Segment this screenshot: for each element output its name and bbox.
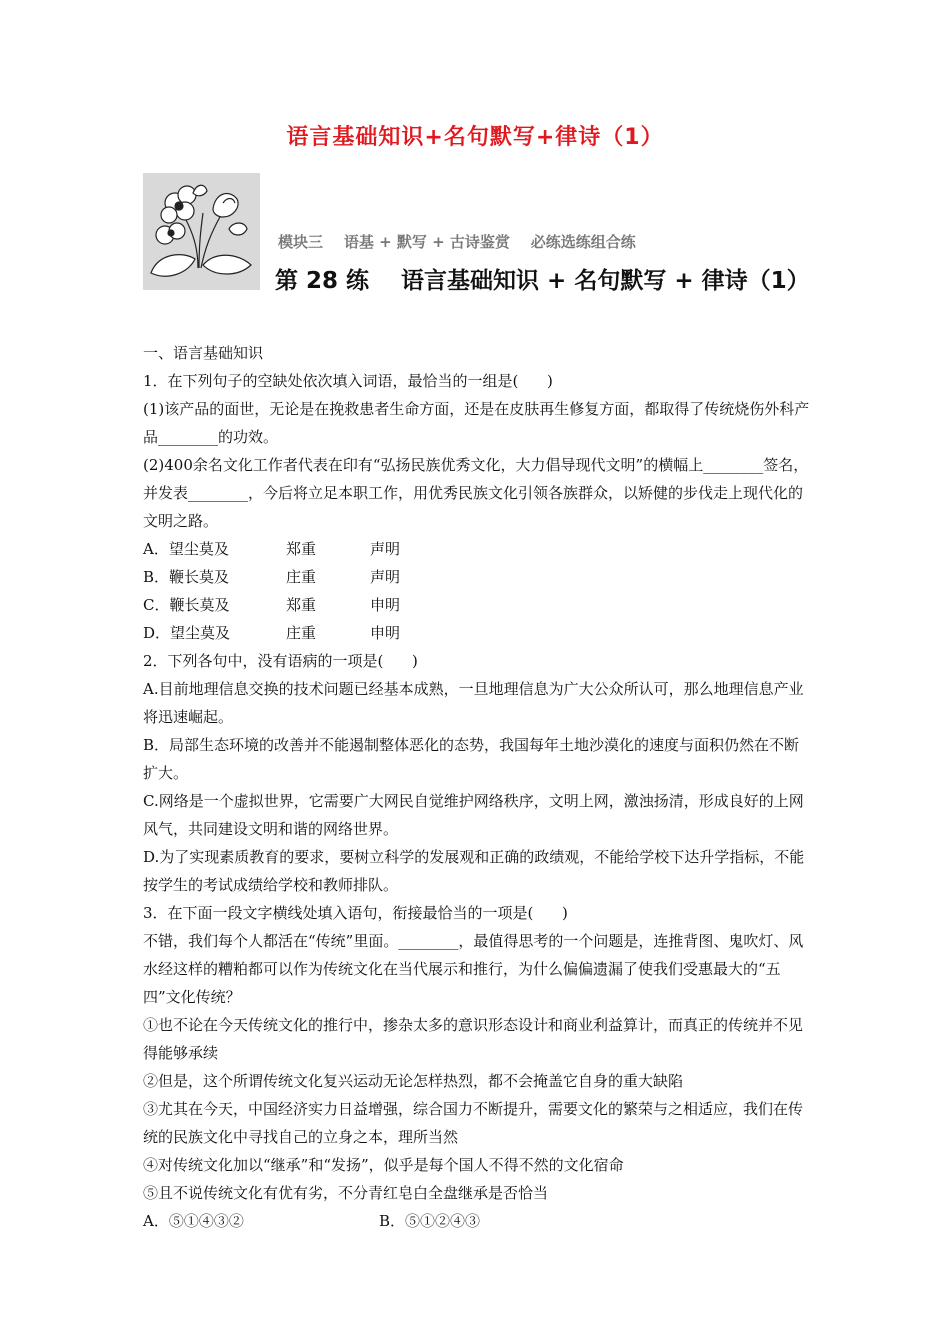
- module-subtitle: 模块三 语基 + 默写 + 古诗鉴赏 必练选练组合练: [278, 233, 636, 251]
- question-1-stem: 1．在下列句子的空缺处依次填入词语，最恰当的一组是( ): [143, 372, 553, 390]
- flower-icon: [143, 173, 260, 290]
- q1-option-a: A．望尘莫及 郑重 声明: [143, 540, 401, 558]
- lesson-title: 第 28 练 语言基础知识 + 名句默写 + 律诗（1）: [275, 268, 810, 294]
- q2-option-a: A.目前地理信息交换的技术问题已经基本成熟，一旦地理信息为广大公众所认可，那么地理信息产业将迅速崛起。: [143, 680, 804, 726]
- q3-item-2: ②但是，这个所谓传统文化复兴运动无论怎样热烈，都不会掩盖它自身的重大缺陷: [143, 1072, 684, 1090]
- q3-item-5: ⑤且不说传统文化有优有劣，不分青红皂白全盘继承是否恰当: [143, 1184, 549, 1202]
- question-1-sentence-2: (2)400余名文化工作者代表在印有“弘扬民族优秀文化，大力倡导现代文明”的横幅上________签名，并发表________，今后将立足本职工作，用优秀民族文化引领各族群众，以矫健的步伐走上现代化的文明之路。: [143, 456, 809, 530]
- q3-options-row: [143, 1207, 813, 1235]
- flower-illustration: [143, 173, 260, 290]
- question-1-sentence-1: (1)该产品的面世，无论是在挽救患者生命方面，还是在皮肤再生修复方面，都取得了传统烧伤外科产品________的功效。: [143, 400, 810, 446]
- q2-option-b: B．局部生态环境的改善并不能遏制整体恶化的态势，我国每年土地沙漠化的速度与面积仍然在不断扩大。: [143, 736, 800, 782]
- q1-option-d: D．望尘莫及 庄重 申明: [143, 624, 401, 642]
- q2-option-c: C.网络是一个虚拟世界，它需要广大网民自觉维护网络秩序，文明上网，激浊扬清，形成良好的上网风气，共同建设文明和谐的网络世界。: [143, 792, 804, 838]
- section-heading: 一、语言基础知识: [143, 344, 264, 362]
- q3-item-3: ③尤其在今天，中国经济实力日益增强，综合国力不断提升，需要文化的繁荣与之相适应，我们在传统的民族文化中寻找自己的立身之本，理所当然: [143, 1100, 804, 1146]
- q1-option-c: C．鞭长莫及 郑重 申明: [143, 596, 401, 614]
- q2-option-d: D.为了实现素质教育的要求，要树立科学的发展观和正确的政绩观，不能给学校下达升学指标，不能按学生的考试成绩给学校和教师排队。: [143, 848, 805, 894]
- question-3-passage: 不错，我们每个人都活在“传统”里面。________，最值得思考的一个问题是，连推背图、鬼吹灯、风水经这样的糟粕都可以作为传统文化在当代展示和推行，为什么偏偏遗漏了使我们受惠最大的“五四”文化传统？: [143, 932, 804, 1006]
- q3-item-1: ①也不论在今天传统文化的推行中，掺杂太多的意识形态设计和商业利益算计，而真正的传统并不见得能够承续: [143, 1016, 804, 1062]
- question-2-stem: 2．下列各句中，没有语病的一项是( ): [143, 652, 418, 670]
- q3-item-4: ④对传统文化加以“继承”和“发扬”，似乎是每个国人不得不然的文化宿命: [143, 1156, 624, 1174]
- document-title: 语言基础知识+名句默写+律诗（1）: [286, 125, 664, 150]
- q3-option-a: A．⑤①④③②: [143, 1212, 244, 1230]
- question-3-stem: 3．在下面一段文字横线处填入语句，衔接最恰当的一项是( ): [143, 904, 568, 922]
- exercise-content: [143, 339, 813, 1235]
- q1-option-b: B．鞭长莫及 庄重 声明: [143, 568, 401, 586]
- q3-option-b: B．⑤①②④③: [379, 1212, 481, 1230]
